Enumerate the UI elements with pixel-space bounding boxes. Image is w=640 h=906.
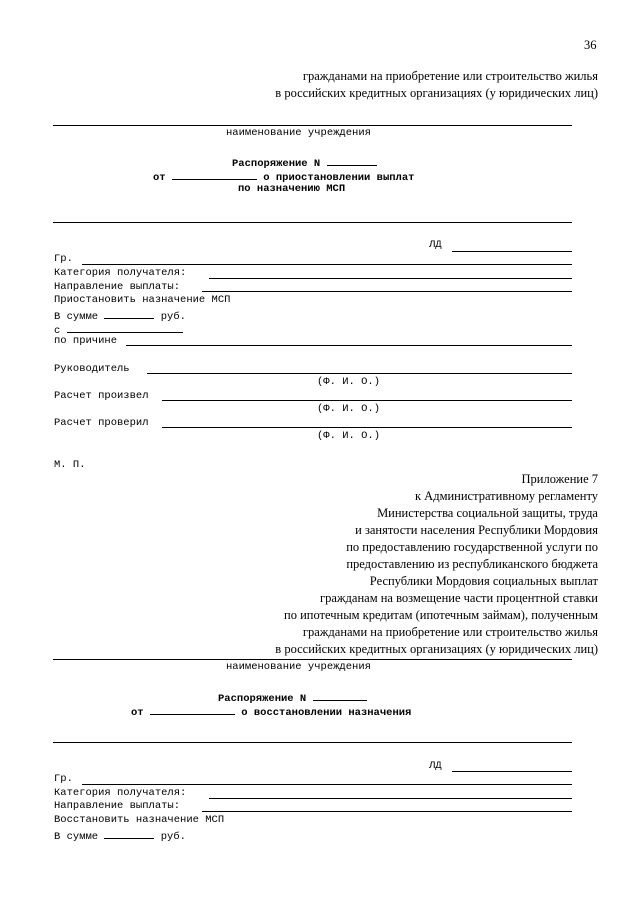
direction-label-2: Направление выплаты:: [54, 800, 181, 812]
institution-caption-2: наименование учреждения: [226, 661, 371, 673]
appendix-line-11: в российских кредитных организациях (у юридических лиц): [275, 642, 598, 656]
order-date-line: от о приостановлении выплат: [153, 169, 414, 184]
institution-line-2: [53, 659, 572, 660]
institution-line: [53, 125, 572, 126]
appendix-line-7: Республики Мордовия социальных выплат: [369, 574, 598, 588]
action-label: Приостановить назначение МСП: [54, 294, 231, 306]
calc-checked-field: [162, 427, 572, 428]
calc-made-label: Расчет произвел: [54, 390, 149, 402]
header-line-1: гражданами на приобретение или строительство жилья: [302, 69, 598, 83]
head-fio-caption: (Ф. И. О.): [317, 376, 381, 388]
category-label: Категория получателя:: [54, 267, 187, 279]
action-label-2: Восстановить назначение МСП: [54, 814, 225, 826]
ld-label-2: ЛД: [429, 760, 442, 772]
institution-caption: наименование учреждения: [226, 127, 371, 139]
appendix-line-5: по предоставлению государственной услуги по: [346, 540, 598, 554]
stamp-label: М. П.: [54, 459, 86, 471]
appendix-line-2: к Административному регламенту: [414, 489, 598, 503]
order-date-line-2: от о восстановлении назначения: [131, 704, 411, 719]
reason-label: по причине: [54, 335, 118, 347]
gr-field-2: [82, 784, 572, 785]
ld-field: [452, 251, 572, 252]
order-date-field: [172, 169, 257, 180]
page-number: 36: [584, 38, 597, 52]
calc-made-field: [162, 400, 572, 401]
category-field-2: [209, 798, 572, 799]
order-title-2: Распоряжение N: [218, 690, 367, 705]
ld-label: ЛД: [429, 239, 442, 251]
appendix-line-3: Министерства социальной защиты, труда: [377, 506, 598, 520]
header-line-2: в российских кредитных организациях (у юридических лиц): [275, 86, 598, 100]
from-date-field: [67, 322, 183, 333]
direction-label: Направление выплаты:: [54, 281, 181, 293]
separator-line-2: [53, 742, 572, 743]
calc-made-fio-caption: (Ф. И. О.): [317, 403, 381, 415]
sum-field-2: [104, 828, 154, 839]
appendix-line-10: гражданами на приобретение или строительство жилья: [302, 625, 598, 639]
head-label: Руководитель: [54, 363, 130, 375]
order-title: Распоряжение N: [232, 155, 377, 170]
gr-field: [82, 264, 572, 265]
calc-checked-label: Расчет проверил: [54, 417, 149, 429]
category-field: [209, 278, 572, 279]
separator-line: [53, 222, 572, 223]
ld-field-2: [452, 771, 572, 772]
appendix-line-1: Приложение 7: [521, 472, 598, 486]
appendix-line-8: гражданам на возмещение части процентной ставки: [320, 591, 598, 605]
sum-line: В сумме руб.: [54, 308, 186, 323]
order-subject-2: по назначению МСП: [238, 183, 346, 195]
category-label-2: Категория получателя:: [54, 787, 187, 799]
sum-field: [104, 308, 154, 319]
direction-field-2: [202, 811, 572, 812]
head-signature-field: [147, 373, 572, 374]
order-number-field: [327, 155, 377, 166]
from-line: с: [54, 322, 183, 337]
reason-field: [126, 345, 572, 346]
appendix-line-9: по ипотечным кредитам (ипотечным займам), полученным: [284, 608, 598, 622]
appendix-line-4: и занятости населения Республики Мордовия: [355, 523, 598, 537]
gr-label: Гр.: [54, 253, 73, 265]
order-date-field-2: [150, 704, 235, 715]
gr-label-2: Гр.: [54, 773, 73, 785]
appendix-line-6: предоставлению из республиканского бюджета: [346, 557, 598, 571]
direction-field: [202, 291, 572, 292]
sum-line-2: В сумме руб.: [54, 828, 186, 843]
order-number-field-2: [313, 690, 367, 701]
calc-checked-fio-caption: (Ф. И. О.): [317, 430, 381, 442]
